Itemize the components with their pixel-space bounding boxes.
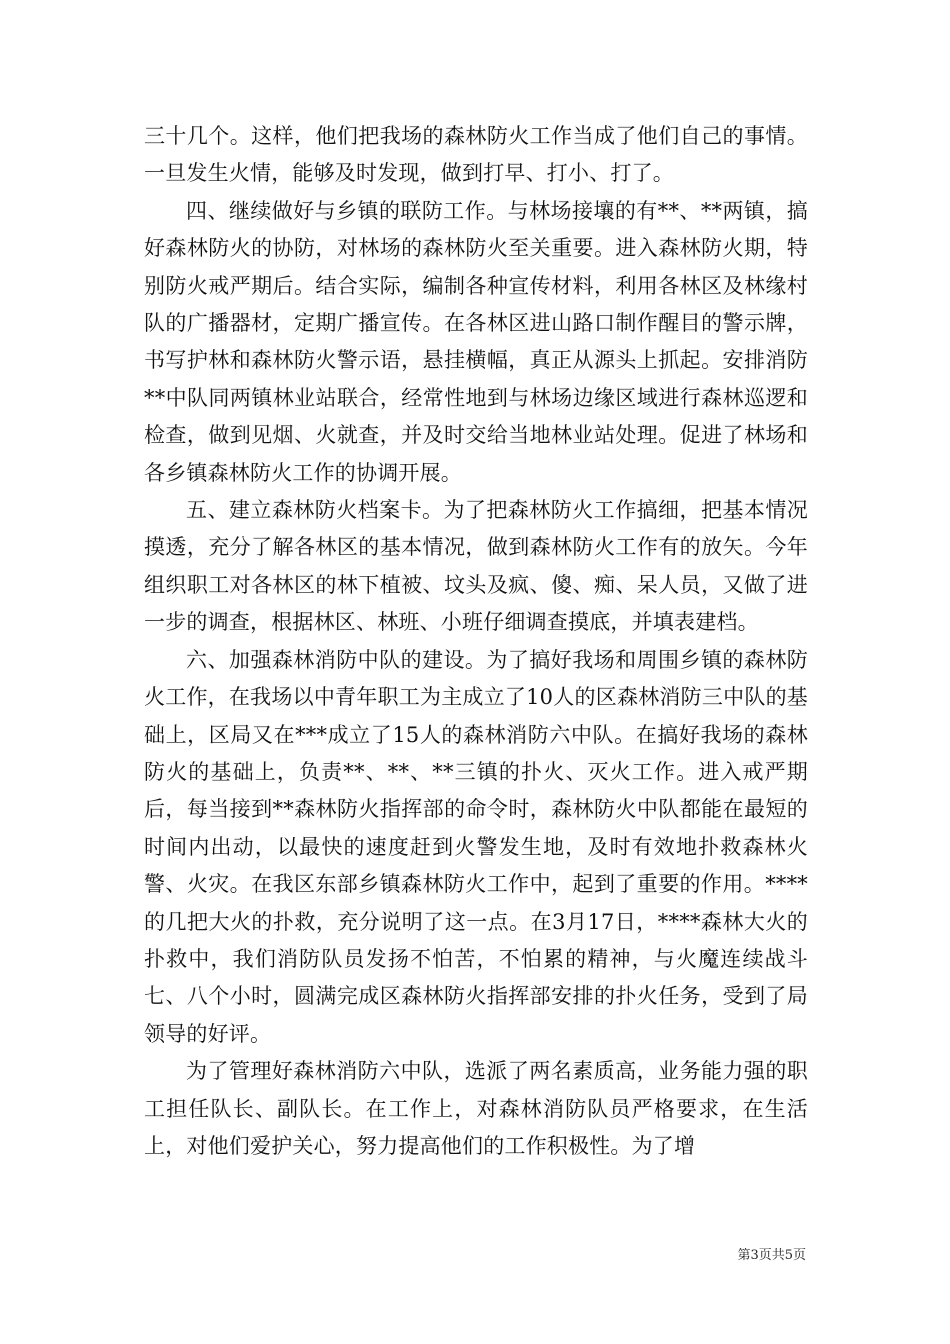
paragraph-3: 五、建立森林防火档案卡。为了把森林防火工作搞细，把基本情况摸透，充分了解各林区的基本情况，做到森林防火工作有的放矢。今年组织职工对各林区的林下植被、坟头及疯、傻、痴、呆人员，又做了进一步的调查，根据林区、林班、小班仔细调查摸底，并填表建档。 xyxy=(144,498,808,635)
document-body xyxy=(144,118,808,1165)
paragraph-2: 四、继续做好与乡镇的联防工作。与林场接壤的有**、**两镇，搞好森林防火的协防，对林场的森林防火至关重要。进入森林防火期，特别防火戒严期后。结合实际，编制各种宣传材料，利用各林区及林缘村队的广播器材，定期广播宣传。在各林区进山路口制作醒目的警示牌，书写护林和森林防火警示语，悬挂横幅，真正从源头上抓起。安排消防**中队同两镇林业站联合，经常性地到与林场边缘区域进行森林巡逻和检查，做到见烟、火就查，并及时交给当地林业站处理。促进了林场和各乡镇森林防火工作的协调开展。 xyxy=(144,198,808,485)
paragraph-4: 六、加强森林消防中队的建设。为了搞好我场和周围乡镇的森林防火工作，在我场以中青年职工为主成立了10人的区森林消防三中队的基础上，区局又在***成立了15人的森林消防六中队。在搞好我场的森林防火的基础上，负责**、**、**三镇的扑火、灭火工作。进入戒严期后，每当接到**森林防火指挥部的命令时，森林防火中队都能在最短的时间内出动，以最快的速度赶到火警发生地，及时有效地扑救森林火警、火灾。在我区东部乡镇森林防火工作中，起到了重要的作用。****的几把大火的扑救，充分说明了这一点。在3月17日，****森林大火的扑救中，我们消防队员发扬不怕苦，不怕累的精神，与火魔连续战斗七、八个小时，圆满完成区森林防火指挥部安排的扑火任务，受到了局领导的好评。 xyxy=(144,647,808,1046)
paragraph-5: 为了管理好森林消防六中队，选派了两名素质高，业务能力强的职工担任队长、副队长。在工作上，对森林消防队员严格要求，在生活上，对他们爱护关心，努力提高他们的工作积极性。为了增 xyxy=(144,1059,808,1158)
page-number-footer: 第3页共5页 xyxy=(737,1248,806,1263)
paragraph-1: 三十几个。这样，他们把我场的森林防火工作当成了他们自己的事情。一旦发生火情，能够及时发现，做到打早、打小、打了。 xyxy=(144,124,808,186)
